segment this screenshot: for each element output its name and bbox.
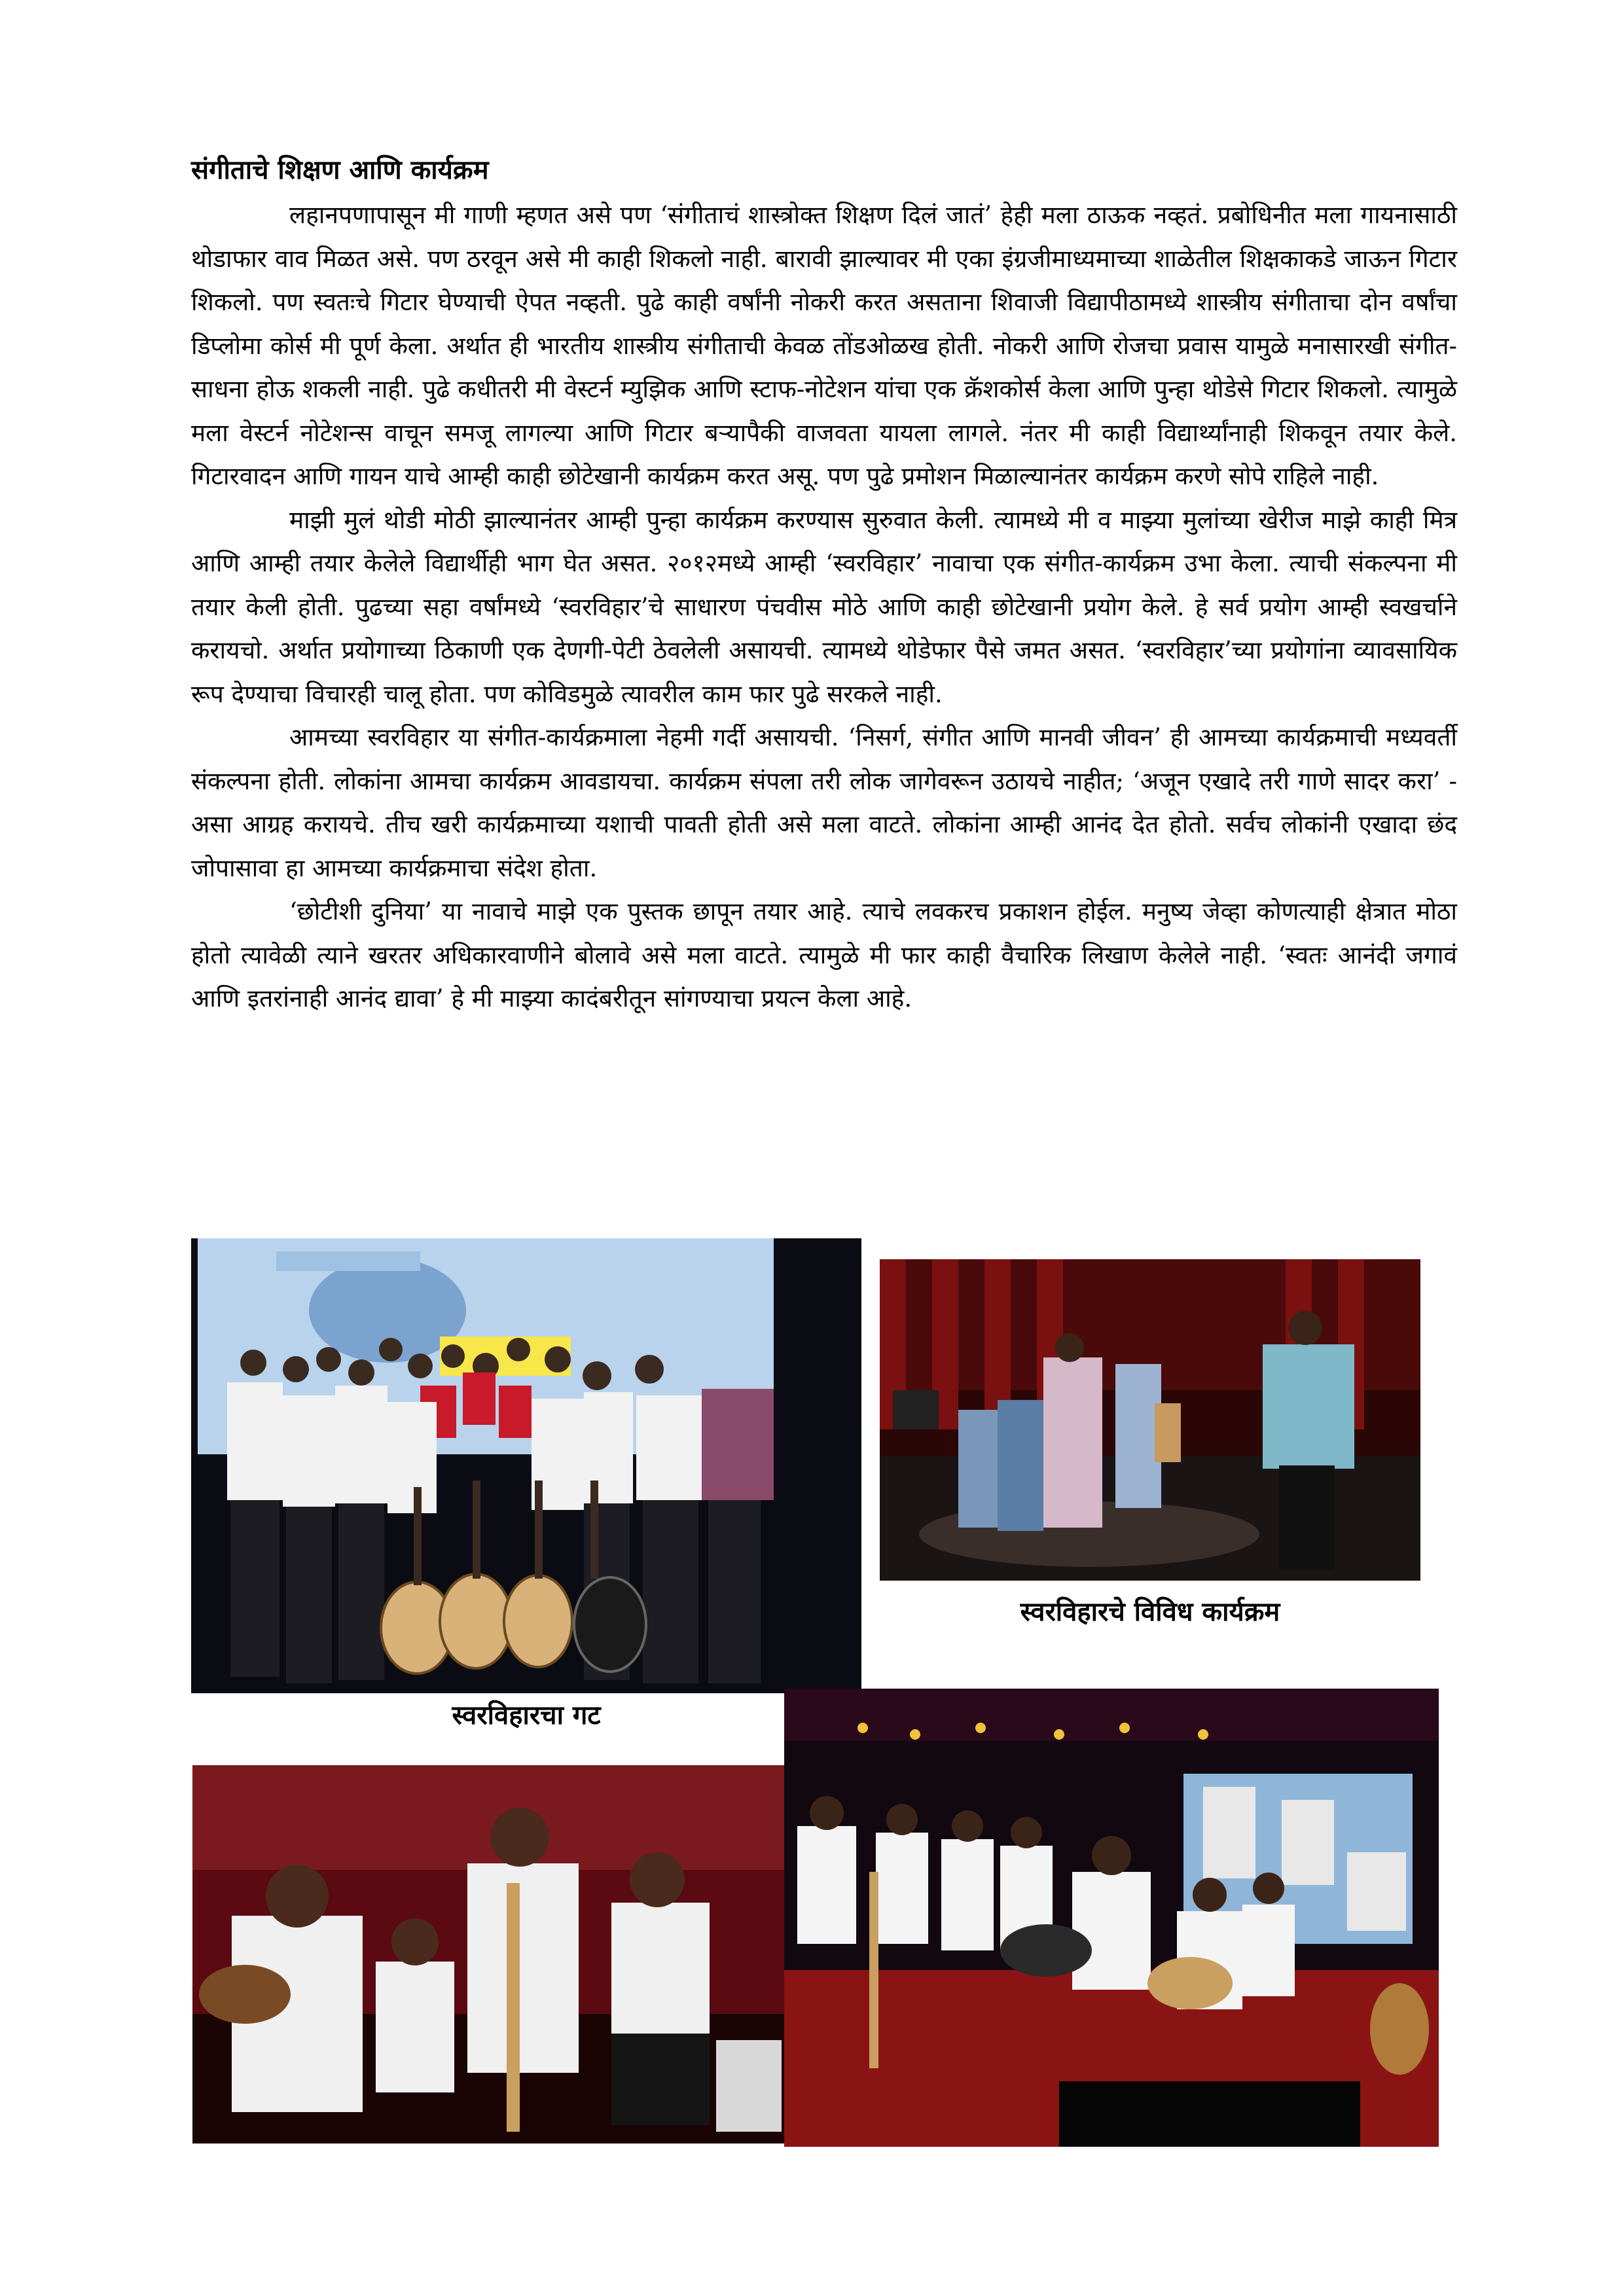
caption-group: स्वरविहारचा गट (452, 1700, 601, 1731)
group-photo-illustration (191, 1238, 861, 1693)
article-heading: संगीताचे शिक्षण आणि कार्यक्रम (191, 155, 489, 185)
stage-performance-illustration (880, 1259, 1420, 1581)
ensemble-performance-illustration (784, 1689, 1439, 2147)
trio-performance-illustration (192, 1765, 797, 2144)
paragraph-2: माझी मुलं थोडी मोठी झाल्यानंतर आम्ही पुन्हा कार्यक्रम करण्यास सुरुवात केली. त्यामध्ये मी व माझ्या मुलांच्या खेरीज माझे काही मित्र आणि आम्ही तयार केलेले विद्यार्थीही भाग घेत असत. २०१२मध्ये आम्ही ‘स्वरविहार’ नावाचा एक संगीत-कार्यक्रम उभा केला. त्याची संकल्पना मी तयार केली होती. पुढच्या सहा वर्षांमध्ये ‘स्वरविहार’चे साधारण पंचवीस मोठे आणि काही छोटेखानी प्रयोग केले. हे सर्व प्रयोग आम्ही स्वखर्चाने करायचो. अर्थात प्रयोगाच्या ठिकाणी एक देणगी-पेटी ठेवलेली असायची. त्यामध्ये थोडेफार पैसे जमत असत. ‘स्वरविहार’च्या प्रयोगांना व्यावसायिक रूप देण्याचा विचारही चालू होता. पण कोविडमुळे त्यावरील काम फार पुढे सरकले नाही. (191, 505, 1457, 708)
stage-performance-photo (880, 1259, 1420, 1581)
paragraph-4: ‘छोटीशी दुनिया’ या नावाचे माझे एक पुस्तक छापून तयार आहे. त्याचे लवकरच प्रकाशन होईल. मनुष्य जेव्हा कोणत्याही क्षेत्रात मोठा होतो त्यावेळी त्याने खरतर अधिकारवाणीने बोलावे असे मला वाटते. त्यामुळे मी फार काही वैचारिक लिखाण केलेले नाही. ‘स्वतः आनंदी जगावं आणि इतरांनाही आनंद द्यावा’ हे मी माझ्या कादंबरीतून सांगण्याचा प्रयत्न केला आहे. (191, 897, 1457, 1013)
caption-programs: स्वरविहारचे विविध कार्यक्रम (1020, 1597, 1280, 1627)
group-photo (191, 1238, 861, 1693)
ensemble-performance-photo (784, 1689, 1439, 2147)
article (191, 152, 1457, 1021)
trio-performance-photo (192, 1765, 797, 2144)
paragraph-1: लहानपणापासून मी गाणी म्हणत असे पण ‘संगीताचं शास्त्रोक्त शिक्षण दिलं जातं’ हेही मला ठाऊक नव्हतं. प्रबोधिनीत मला गायनासाठी थोडाफार वाव मिळत असे. पण ठरवून असे मी काही शिकलो नाही. बारावी झाल्यावर मी एका इंग्रजीमाध्यमाच्या शाळेतील शिक्षकाकडे जाऊन गिटार शिकलो. पण स्वतःचे गिटार घेण्याची ऐपत नव्हती. पुढे काही वर्षांनी नोकरी करत असताना शिवाजी विद्यापीठामध्ये शास्त्रीय संगीताचा दोन वर्षांचा डिप्लोमा कोर्स मी पूर्ण केला. अर्थात ही भारतीय शास्त्रीय संगीताची केवळ तोंडओळख होती. नोकरी आणि रोजचा प्रवास यामुळे मनासारखी संगीत-साधना होऊ शकली नाही. पुढे कधीतरी मी वेस्टर्न म्युझिक आणि स्टाफ-नोटेशन यांचा एक क्रॅशकोर्स केला आणि पुन्हा थोडेसे गिटार शिकलो. त्यामुळे मला वेस्टर्न नोटेशन्स वाचून समजू लागल्या आणि गिटार बऱ्यापैकी वाजवता यायला लागले. नंतर मी काही विद्यार्थ्यांनाही शिकवून तयार केले. गिटारवादन आणि गायन याचे आम्ही काही छोटेखानी कार्यक्रम करत असू. पण पुढे प्रमोशन मिळाल्यानंतर कार्यक्रम करणे सोपे राहिले नाही. (191, 201, 1458, 490)
paragraph-3: आमच्या स्वरविहार या संगीत-कार्यक्रमाला नेहमी गर्दी असायची. ‘निसर्ग, संगीत आणि मानवी जीवन’ ही आमच्या कार्यक्रमाची मध्यवर्ती संकल्पना होती. लोकांना आमचा कार्यक्रम आवडायचा. कार्यक्रम संपला तरी लोक जागेवरून उठायचे नाहीत; ‘अजून एखादे तरी गाणे सादर करा’ - असा आग्रह करायचे. तीच खरी कार्यक्रमाच्या यशाची पावती होती असे मला वाटते. लोकांना आम्ही आनंद देत होतो. सर्वच लोकांनी एखादा छंद जोपासावा हा आमच्या कार्यक्रमाचा संदेश होता. (191, 723, 1457, 882)
